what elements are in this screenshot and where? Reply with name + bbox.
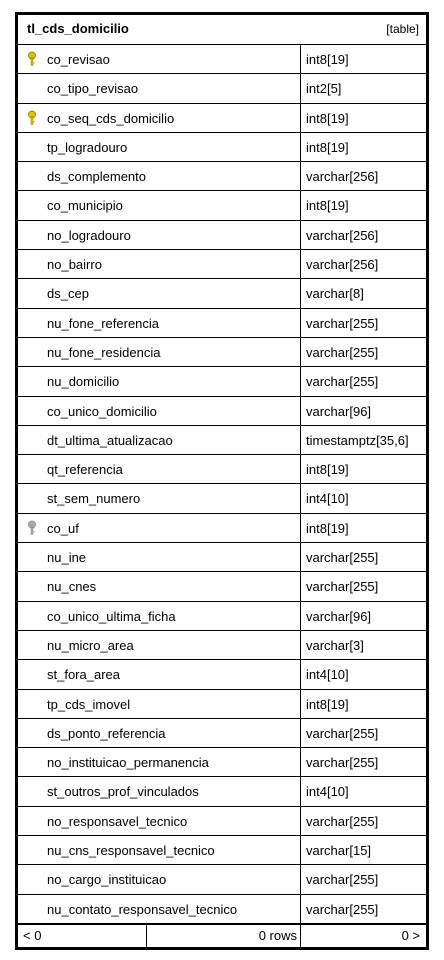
column-row[interactable] <box>18 133 426 162</box>
column-type: varchar[255] <box>306 315 379 331</box>
column-divider <box>300 572 301 600</box>
column-divider <box>300 309 301 337</box>
column-name: co_revisao <box>47 52 110 67</box>
column-type: varchar[256] <box>306 257 379 273</box>
column-type: int8[19] <box>306 139 349 155</box>
table-name: tl_cds_domicilio <box>27 21 129 36</box>
column-row[interactable] <box>18 162 426 191</box>
column-row[interactable] <box>18 191 426 220</box>
column-type: varchar[8] <box>306 286 364 302</box>
column-divider <box>300 74 301 102</box>
next-page-button[interactable]: 0 > <box>401 928 420 943</box>
column-row[interactable] <box>18 895 426 924</box>
column-name: nu_cns_responsavel_tecnico <box>47 843 215 859</box>
column-type: varchar[256] <box>306 169 379 185</box>
column-type: int4[10] <box>306 491 349 507</box>
column-type: varchar[255] <box>306 901 379 917</box>
column-row[interactable] <box>18 309 426 338</box>
column-type: varchar[255] <box>306 872 379 888</box>
footer-divider <box>300 925 301 947</box>
column-type: varchar[96] <box>306 608 372 624</box>
column-type: varchar[255] <box>306 344 379 360</box>
column-name: tp_logradouro <box>47 139 128 155</box>
column-name: no_bairro <box>47 257 102 273</box>
column-type: int2[5] <box>306 81 342 97</box>
column-name: tp_cds_imovel <box>47 696 131 712</box>
column-name: co_municipio <box>47 198 123 214</box>
column-name: nu_ine <box>47 550 87 566</box>
column-row[interactable] <box>18 484 426 513</box>
column-divider <box>300 484 301 512</box>
column-name: nu_micro_area <box>47 637 134 653</box>
column-type: int8[19] <box>306 520 349 536</box>
column-row[interactable] <box>18 397 426 426</box>
column-row[interactable] <box>18 572 426 601</box>
column-row[interactable] <box>18 338 426 367</box>
footer-divider <box>146 925 147 947</box>
column-type: int8[19] <box>306 696 349 712</box>
column-type: int8[19] <box>306 110 349 126</box>
column-divider <box>300 250 301 278</box>
column-divider <box>300 426 301 454</box>
column-row[interactable] <box>18 104 426 133</box>
column-type: timestamptz[35,6] <box>306 432 409 448</box>
column-type: varchar[255] <box>306 813 379 829</box>
column-divider <box>300 279 301 307</box>
table-header <box>18 15 426 45</box>
column-row[interactable] <box>18 250 426 279</box>
column-divider <box>300 807 301 835</box>
column-name: co_unico_domicilio <box>47 403 157 419</box>
column-divider <box>300 777 301 805</box>
column-type: varchar[255] <box>306 755 379 771</box>
column-row[interactable] <box>18 279 426 308</box>
column-divider <box>300 865 301 893</box>
prev-page-button[interactable]: < 0 <box>23 928 42 943</box>
column-name: qt_referencia <box>47 462 123 478</box>
column-row[interactable] <box>18 865 426 894</box>
table-kind-label: [table] <box>386 22 419 36</box>
table-footer <box>18 924 426 947</box>
column-name: nu_domicilio <box>47 374 120 390</box>
column-type: varchar[3] <box>306 637 364 653</box>
column-divider <box>300 543 301 571</box>
column-type: varchar[15] <box>306 843 372 859</box>
column-divider <box>300 397 301 425</box>
column-type: varchar[255] <box>306 579 379 595</box>
column-list <box>18 45 426 924</box>
column-name: ds_complemento <box>47 169 146 185</box>
column-divider <box>300 836 301 864</box>
column-row[interactable] <box>18 426 426 455</box>
column-row[interactable] <box>18 631 426 660</box>
column-name: no_instituicao_permanencia <box>47 755 209 771</box>
column-divider <box>300 221 301 249</box>
column-divider <box>300 45 301 73</box>
column-name: st_outros_prof_vinculados <box>47 784 199 800</box>
column-name: ds_ponto_referencia <box>47 725 166 741</box>
column-divider <box>300 133 301 161</box>
column-row[interactable] <box>18 719 426 748</box>
column-divider <box>300 660 301 688</box>
column-row[interactable] <box>18 455 426 484</box>
column-divider <box>300 162 301 190</box>
column-row[interactable] <box>18 602 426 631</box>
column-divider <box>300 719 301 747</box>
column-row[interactable] <box>18 690 426 719</box>
column-type: varchar[96] <box>306 403 372 419</box>
column-name: no_responsavel_tecnico <box>47 813 188 829</box>
column-name: co_uf <box>47 520 79 536</box>
column-type: varchar[255] <box>306 374 379 390</box>
column-name: co_seq_cds_domicilio <box>47 110 175 126</box>
row-count: 0 rows <box>258 928 297 943</box>
column-name: co_unico_ultima_ficha <box>47 608 176 624</box>
column-divider <box>300 455 301 483</box>
column-divider <box>300 338 301 366</box>
column-divider <box>300 631 301 659</box>
column-type: varchar[255] <box>306 725 379 741</box>
column-divider <box>300 514 301 542</box>
column-row[interactable] <box>18 543 426 572</box>
column-type: int8[19] <box>306 462 349 478</box>
column-name: nu_fone_residencia <box>47 344 161 360</box>
column-row[interactable] <box>18 45 426 74</box>
column-divider <box>300 690 301 718</box>
column-name: nu_fone_referencia <box>47 315 160 331</box>
column-name: ds_cep <box>47 286 89 302</box>
primary-key-icon <box>27 51 37 67</box>
column-divider <box>300 104 301 132</box>
column-name: no_cargo_instituicao <box>47 872 167 888</box>
foreign-key-icon <box>27 520 37 536</box>
column-type: int8[19] <box>306 198 349 214</box>
column-row[interactable] <box>18 807 426 836</box>
column-type: int8[19] <box>306 52 349 67</box>
column-name: st_fora_area <box>47 667 120 683</box>
column-row[interactable] <box>18 514 426 543</box>
column-divider <box>300 602 301 630</box>
column-row[interactable] <box>18 777 426 806</box>
primary-key-icon <box>27 110 37 126</box>
column-row[interactable] <box>18 221 426 250</box>
column-divider <box>300 367 301 395</box>
column-type: int4[10] <box>306 784 349 800</box>
column-row[interactable] <box>18 74 426 103</box>
column-divider <box>300 895 301 923</box>
column-name: nu_contato_responsavel_tecnico <box>47 901 238 917</box>
column-type: varchar[255] <box>306 550 379 566</box>
column-type: varchar[256] <box>306 227 379 243</box>
column-row[interactable] <box>18 660 426 689</box>
column-type: int4[10] <box>306 667 349 683</box>
column-row[interactable] <box>18 748 426 777</box>
column-name: dt_ultima_atualizacao <box>47 432 173 448</box>
column-name: st_sem_numero <box>47 491 141 507</box>
table-entity[interactable] <box>15 12 429 950</box>
column-name: co_tipo_revisao <box>47 81 139 97</box>
column-divider <box>300 191 301 219</box>
column-name: no_logradouro <box>47 227 131 243</box>
column-name: nu_cnes <box>47 579 97 595</box>
column-divider <box>300 748 301 776</box>
column-row[interactable] <box>18 367 426 396</box>
column-row[interactable] <box>18 836 426 865</box>
